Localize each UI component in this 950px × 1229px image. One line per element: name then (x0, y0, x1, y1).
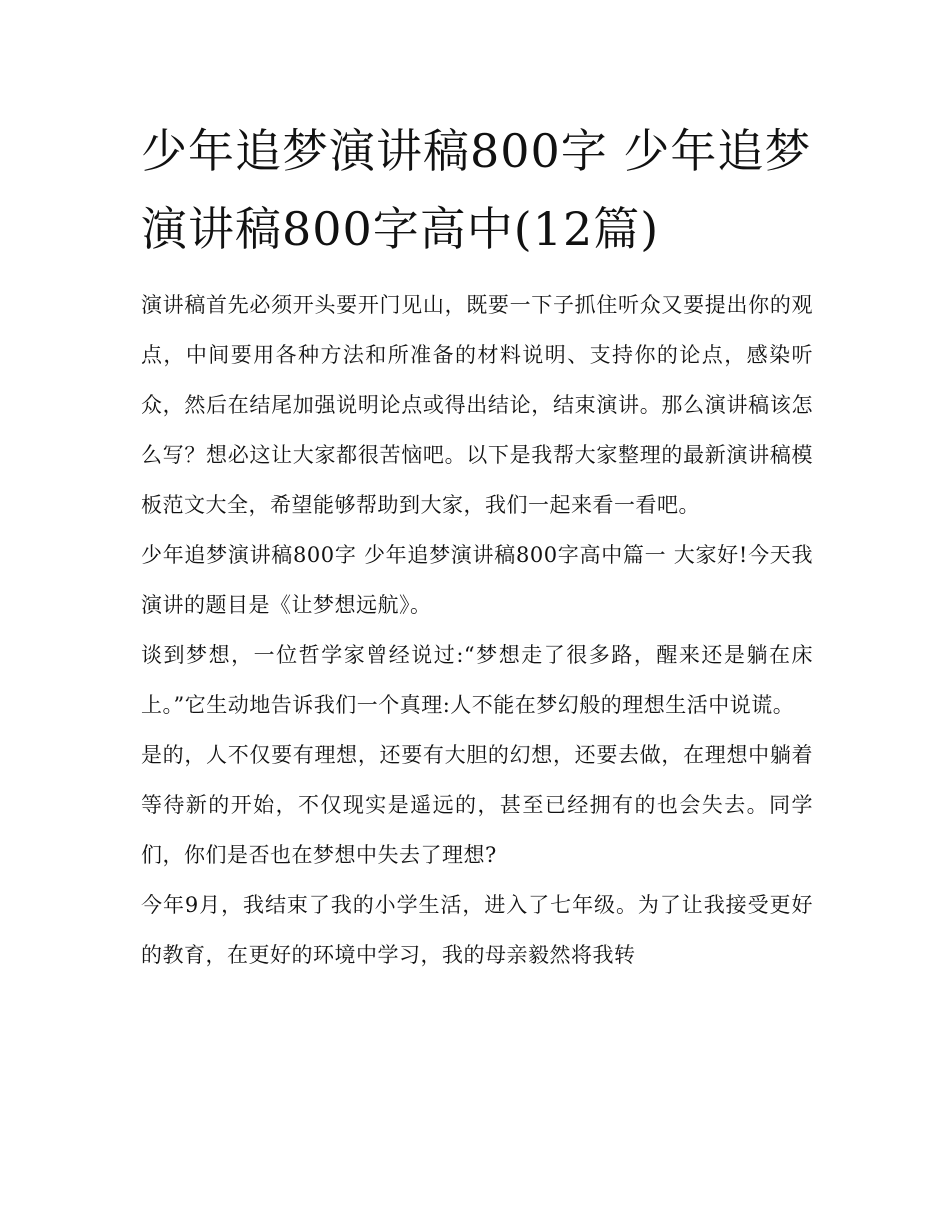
paragraph-4: 今年9月，我结束了我的小学生活，进入了七年级。为了让我接受更好的教育，在更好的环境中学习，我的母亲毅然将我转 (141, 893, 813, 967)
document-page (141, 112, 813, 980)
paragraph-2: 谈到梦想，一位哲学家曾经说过:“梦想走了很多路，醒来还是躺在床上。”它生动地告诉我们一个真理:人不能在梦幻般的理想生活中说谎。 (141, 643, 813, 717)
paragraph-3: 是的，人不仅要有理想，还要有大胆的幻想，还要去做，在理想中躺着等待新的开始，不仅现实是遥远的，甚至已经拥有的也会失去。同学们，你们是否也在梦想中失去了理想? (141, 743, 813, 867)
paragraph-intro: 演讲稿首先必须开头要开门见山，既要一下子抓住听众又要提出你的观点，中间要用各种方法和所准备的材料说明、支持你的论点，感染听众，然后在结尾加强说明论点或得出结论，结束演讲。那么演讲稿该怎么写？想必这让大家都很苦恼吧。以下是我帮大家整理的最新演讲稿模板范文大全，希望能够帮助到大家，我们一起来看一看吧。 (141, 293, 813, 517)
document-title: 少年追梦演讲稿800字 少年追梦演讲稿800字高中(12篇) (141, 124, 812, 256)
paragraph-1: 少年追梦演讲稿800字 少年追梦演讲稿800字高中篇一 大家好!今天我演讲的题目是《让梦想远航》。 (141, 543, 813, 617)
